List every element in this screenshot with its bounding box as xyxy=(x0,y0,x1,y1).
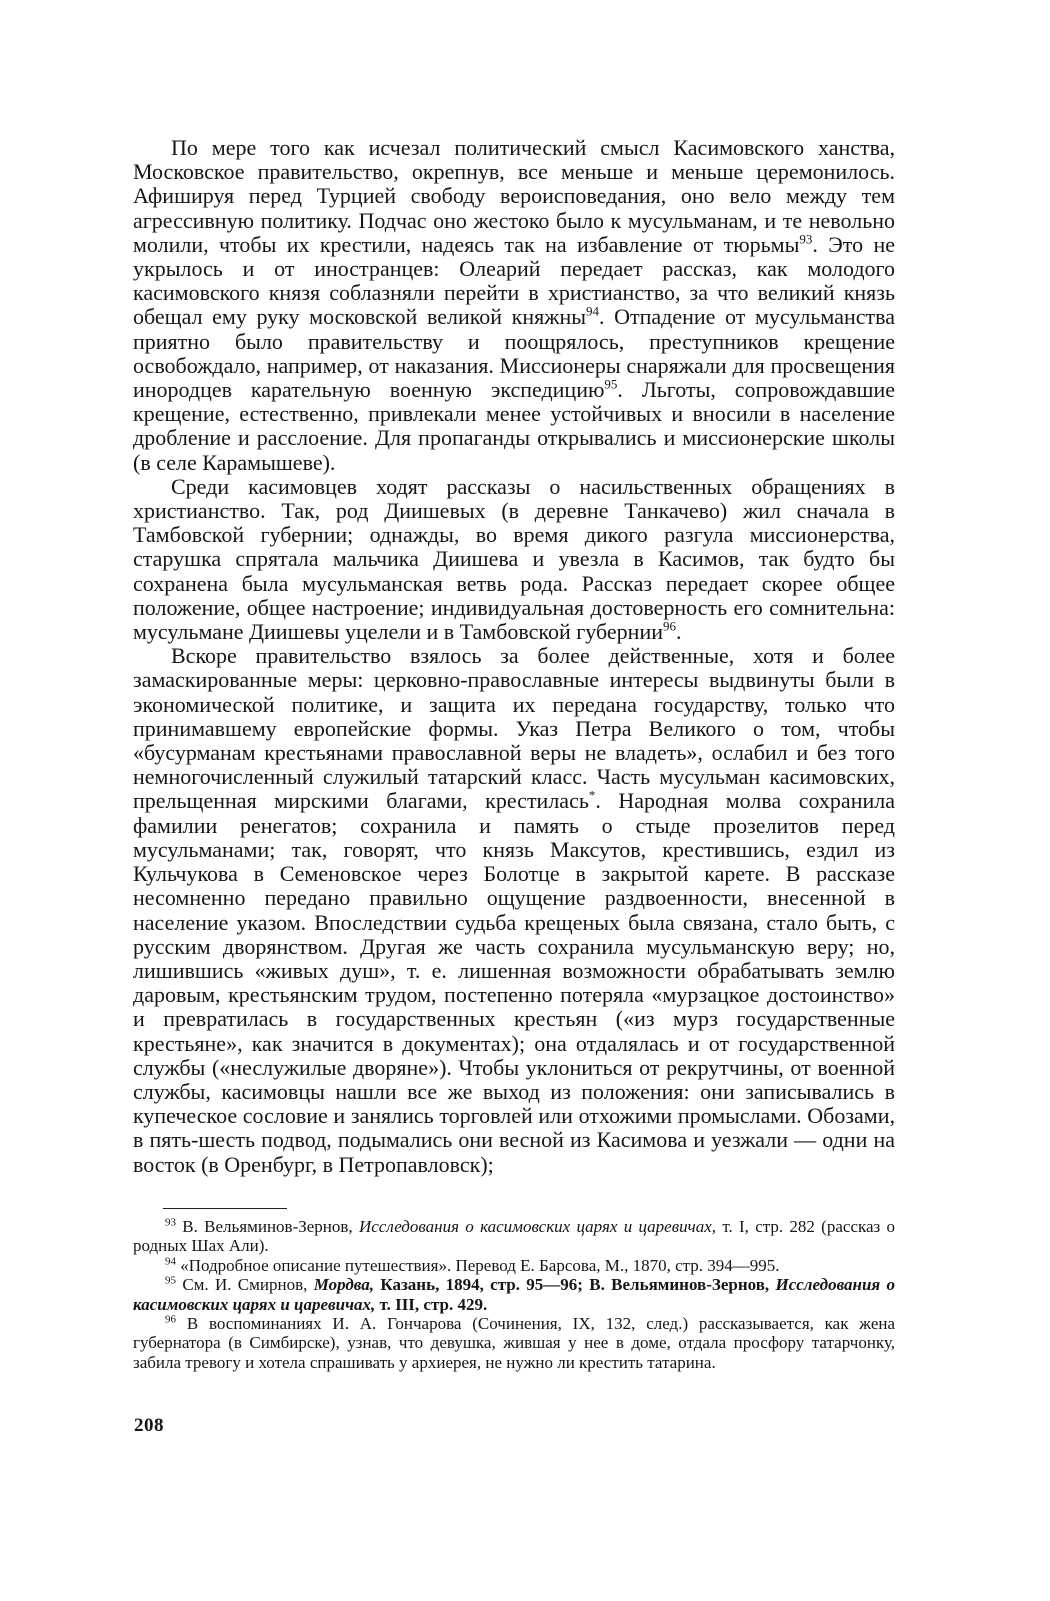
paragraph-2-text: Среди касимовцев ходят рассказы о насильственных обращениях в христианство. Так, род Диишевых (в деревне Танкачево) жил сначала в Тамбовской губернии; однажды, во время дикого разгула миссионерства, старушка спрятала мальчика Диишева и увезла в Касимов, так будто бы сохранена была мусульманская ветвь рода. Рассказ передает скорее общее положение, общее настроение; индивидуальная достоверность его сомнительна: мусульмане Диишевы уцелели и в Тамбовской губернии xyxy=(133,473,895,645)
footnote-ref-96: 96 xyxy=(663,618,676,634)
footnote-divider xyxy=(163,1208,287,1209)
paragraph-2-end: . xyxy=(676,619,682,645)
footnote-95-details-1: Казань, 1894, стр. 95—96; В. Вельяминов-Зернов, xyxy=(380,1275,770,1295)
paragraph-1-text-b: . Это не укрылось и от иностранцев: Олеарий передает рассказ, как молодого касимовского князя соблазняли перейти в христианство, за что великий князь обещал ему руку московской великой княжны xyxy=(133,231,895,330)
paragraph-3-text-a: Вскоре правительство взялось за более действенные, хотя и более замаскированные меры: церковно-православные интересы выдвинуты были в экономической политике, и защита их передана государству, только что принимавшему европейские формы. Указ Петра Великого о том, чтобы «бусурманам крестьянами православной веры не владеть», ослабил и без того немногочисленный служилый татарский класс. Часть мусульман касимовских, прельщенная мирскими благами, крестилась xyxy=(133,643,895,814)
paragraph-3-text-b: . Народная молва сохранила фамилии ренегатов; сохранила и память о стыде прозелитов перед мусульманами; так, говорят, что князь Максутов, крестившись, ездил из Кульчукова в Семеновское через Болотце в закрытой карете. В рассказе несомненно передано правильно ощущение раздвоенности, внесенной в население указом. Впоследствии судьба крещеных была связана, стало быть, с русским дворянством. Другая же часть сохранила мусульманскую веру; но, лишившись «живых душ», т. е. лишенная возможности обрабатывать землю даровым, крестьянским трудом, постепенно потеряла «мурзацкое достоинство» и превратилась в государственных крестьян («из мурз государственные крестьяне», как значится в документах); она отдалялась и от государственной службы («неслужилые дворяне»). Чтобы уклониться от рекрутчины, от военной службы, касимовцы нашли все же выход из положения: они записывались в купеческое сословие и занялись торговлей или отхожими промыслами. Обозами, в пять-шесть подвод, подымались они весной из Касимова и уезжали — одни на восток (в Оренбург, в Петропавловск); xyxy=(133,788,895,1177)
footnote-95-title-2: Исследования о касимовских царях и царевичах, xyxy=(133,1275,896,1314)
paragraph-1-text-d: . Льготы, сопровождавшие крещение, естественно, привлекали менее устойчивых и вносили в население дробление и расслоение. Для пропаганды открывались и миссионерские школы (в селе Карамышеве). xyxy=(133,377,895,475)
footnotes xyxy=(133,1217,895,1372)
paragraph-1-text-c: . Отпадение от мусульманства приятно было правительству и поощрялось, преступников крещение освобождало, например, от наказания. Миссионеры снаряжали для просвещения инородцев карательную военную экспедицию xyxy=(133,304,895,403)
paragraph-2 xyxy=(133,475,895,644)
footnote-94-text: «Подробное описание путешествия». Перевод Е. Барсова, М., 1870, стр. 394—995. xyxy=(180,1255,780,1275)
footnote-94-number: 94 xyxy=(165,1255,176,1268)
footnote-93 xyxy=(133,1217,895,1256)
footnote-ref-93: 93 xyxy=(799,231,813,247)
footnote-96-text: В воспоминаниях И. А. Гончарова (Сочинения, IX, 132, след.) рассказывается, как жена губернатора (в Симбирске), узнав, что девушка, жившая у нее в доме, отдала просфору татарчонку, забила тревогу и хотела спрашивать у архиерея, не нужно ли крестить татарина. xyxy=(133,1314,896,1372)
footnote-ref-95: 95 xyxy=(604,376,618,392)
footnote-93-number: 93 xyxy=(165,1216,176,1229)
footnote-95-title-1: Мордва, xyxy=(313,1275,375,1295)
main-text xyxy=(133,136,895,1177)
asterisk-ref: * xyxy=(588,788,596,804)
footnote-93-details: т. I, стр. 282 (рассказ о родных Шах Али). xyxy=(133,1217,896,1256)
footnote-95-details-2: т. III, стр. 429. xyxy=(379,1294,488,1314)
paragraph-1-text-a: По мере того как исчезал политический смысл Касимовского ханства, Московское правительство, окрепнув, все меньше и меньше церемонилось. Афишируя перед Турцией свободу вероисповедания, оно вело между тем агрессивную политику. Подчас оно жестоко было к мусульманам, и те невольно молили, чтобы их крестили, надеясь так на избавление от тюрьмы xyxy=(133,135,895,257)
paragraph-1 xyxy=(133,136,895,475)
footnote-96 xyxy=(133,1314,895,1372)
footnote-96-number: 96 xyxy=(165,1313,176,1326)
footnote-95-author: См. И. Смирнов, xyxy=(182,1275,308,1295)
footnote-95 xyxy=(133,1275,895,1314)
footnote-93-title: Исследования о касимовских царях и царевичах, xyxy=(358,1217,717,1236)
footnote-ref-94: 94 xyxy=(586,304,600,320)
footnote-93-author: В. Вельяминов-Зернов, xyxy=(182,1217,353,1236)
footnote-95-number: 95 xyxy=(165,1274,176,1287)
page-number: 208 xyxy=(134,1415,164,1436)
footnote-94 xyxy=(133,1256,895,1275)
paragraph-3 xyxy=(133,644,895,1176)
